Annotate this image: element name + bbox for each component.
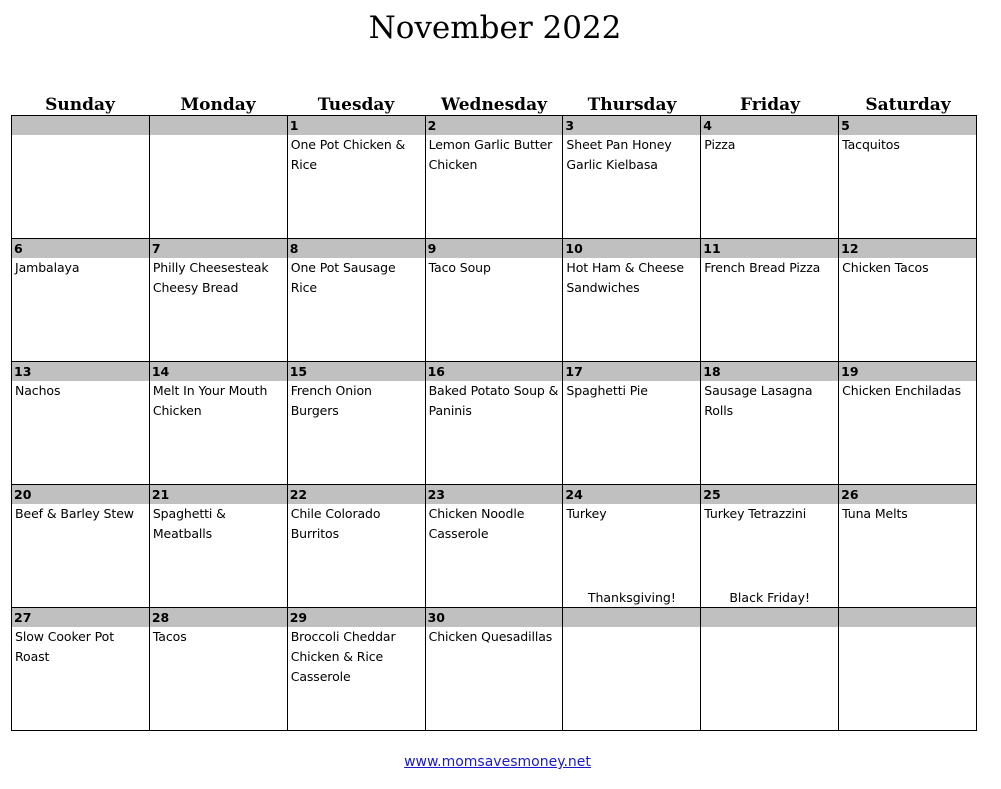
footer <box>0 754 995 770</box>
calendar-day-cell <box>150 485 288 608</box>
meal-text: Nachos <box>15 383 61 398</box>
meal-text: Tacos <box>152 629 187 644</box>
meal-text: French Bread Pizza <box>704 260 821 275</box>
weekday-friday: Friday <box>740 95 800 115</box>
calendar-day-cell <box>12 485 150 608</box>
calendar-day-cell <box>563 485 701 608</box>
meal-text: Pizza <box>704 137 736 152</box>
calendar-day-cell <box>839 485 977 608</box>
meal-text: One Pot Sausage Rice <box>290 260 396 295</box>
meal-text: Tacquitos <box>842 137 900 152</box>
day-number: 13 <box>12 362 149 381</box>
day-number: 11 <box>701 239 838 258</box>
day-number: 18 <box>701 362 838 381</box>
day-number: 27 <box>12 608 149 627</box>
calendar-grid <box>11 115 977 731</box>
holiday-note: Black Friday! <box>729 590 811 605</box>
meal-text: Spaghetti Pie <box>566 383 648 398</box>
calendar-day-cell <box>426 239 564 362</box>
meal-text: Turkey <box>566 506 607 521</box>
day-number: 30 <box>426 608 563 627</box>
meal-text: Philly Cheesesteak Cheesy Bread <box>152 260 269 295</box>
calendar-day-cell <box>288 116 426 239</box>
day-number: 7 <box>150 239 287 258</box>
meal-text: Chicken Quesadillas <box>428 629 553 644</box>
meal-text: Chile Colorado Burritos <box>290 506 381 541</box>
meal-text: Chicken Tacos <box>842 260 929 275</box>
calendar-day-cell <box>288 608 426 731</box>
calendar-day-cell <box>563 239 701 362</box>
day-number: 3 <box>563 116 700 135</box>
calendar-day-cell <box>701 608 839 731</box>
day-number: 22 <box>288 485 425 504</box>
calendar-day-cell <box>288 239 426 362</box>
day-number: 12 <box>839 239 976 258</box>
day-number: 25 <box>701 485 838 504</box>
day-number: 4 <box>701 116 838 135</box>
day-number: 2 <box>426 116 563 135</box>
calendar-day-cell <box>426 485 564 608</box>
weekday-saturday: Saturday <box>865 95 951 115</box>
calendar-day-cell <box>701 362 839 485</box>
calendar-day-cell <box>150 116 288 239</box>
day-number <box>839 608 976 627</box>
calendar-day-cell <box>839 116 977 239</box>
day-number: 24 <box>563 485 700 504</box>
calendar-day-cell <box>288 485 426 608</box>
day-number: 15 <box>288 362 425 381</box>
day-number <box>701 608 838 627</box>
meal-text: Chicken Enchiladas <box>842 383 962 398</box>
calendar-day-cell <box>839 362 977 485</box>
meal-text: Slow Cooker Pot Roast <box>15 629 115 664</box>
calendar-day-cell <box>563 608 701 731</box>
calendar-day-cell <box>563 116 701 239</box>
day-number: 21 <box>150 485 287 504</box>
day-number <box>12 116 149 135</box>
calendar-day-cell <box>12 608 150 731</box>
meal-text: Sausage Lasagna Rolls <box>704 383 813 418</box>
meal-text: Spaghetti & Meatballs <box>152 506 226 541</box>
calendar-day-cell <box>839 608 977 731</box>
calendar-day-cell <box>426 116 564 239</box>
day-number: 8 <box>288 239 425 258</box>
meal-text: One Pot Chicken & Rice <box>290 137 406 172</box>
meal-text: Beef & Barley Stew <box>15 506 134 521</box>
weekday-header-row <box>11 93 977 117</box>
day-number: 28 <box>150 608 287 627</box>
meal-text: Baked Potato Soup & Paninis <box>428 383 559 418</box>
weekday-thursday: Thursday <box>587 95 677 115</box>
day-number: 9 <box>426 239 563 258</box>
calendar-day-cell <box>150 608 288 731</box>
calendar-day-cell <box>839 239 977 362</box>
meal-text: Chicken Noodle Casserole <box>428 506 525 541</box>
day-number: 23 <box>426 485 563 504</box>
calendar-day-cell <box>150 239 288 362</box>
meal-text: Lemon Garlic Butter Chicken <box>428 137 553 172</box>
meal-text: Jambalaya <box>15 260 80 275</box>
meal-text: Melt In Your Mouth Chicken <box>152 383 268 418</box>
calendar-day-cell <box>701 116 839 239</box>
meal-text: Broccoli Cheddar Chicken & Rice Casserole <box>290 629 396 684</box>
day-number: 1 <box>288 116 425 135</box>
meal-text: Turkey Tetrazzini <box>704 506 807 521</box>
day-number: 16 <box>426 362 563 381</box>
weekday-wednesday: Wednesday <box>441 95 547 115</box>
day-number <box>563 608 700 627</box>
calendar-day-cell <box>288 362 426 485</box>
calendar-day-cell <box>563 362 701 485</box>
day-number: 29 <box>288 608 425 627</box>
day-number: 6 <box>12 239 149 258</box>
day-number <box>150 116 287 135</box>
calendar-day-cell <box>701 239 839 362</box>
calendar-day-cell <box>12 239 150 362</box>
day-number: 26 <box>839 485 976 504</box>
calendar-day-cell <box>12 362 150 485</box>
calendar-day-cell <box>426 608 564 731</box>
weekday-tuesday: Tuesday <box>317 95 395 115</box>
calendar-day-cell <box>701 485 839 608</box>
website-link[interactable]: www.momsavesmoney.net <box>404 754 591 770</box>
holiday-note: Thanksgiving! <box>587 590 676 605</box>
meal-text: Taco Soup <box>428 260 491 275</box>
day-number: 10 <box>563 239 700 258</box>
meal-text: Hot Ham & Cheese Sandwiches <box>566 260 684 295</box>
calendar-day-cell <box>12 116 150 239</box>
day-number: 20 <box>12 485 149 504</box>
page-title: November 2022 <box>368 10 622 46</box>
day-number: 17 <box>563 362 700 381</box>
calendar-day-cell <box>150 362 288 485</box>
meal-text: French Onion Burgers <box>290 383 372 418</box>
day-number: 14 <box>150 362 287 381</box>
meal-text: Tuna Melts <box>842 506 908 521</box>
day-number: 19 <box>839 362 976 381</box>
day-number: 5 <box>839 116 976 135</box>
calendar-day-cell <box>426 362 564 485</box>
weekday-monday: Monday <box>180 95 256 115</box>
meal-text: Sheet Pan Honey Garlic Kielbasa <box>566 137 672 172</box>
weekday-sunday: Sunday <box>45 95 115 115</box>
